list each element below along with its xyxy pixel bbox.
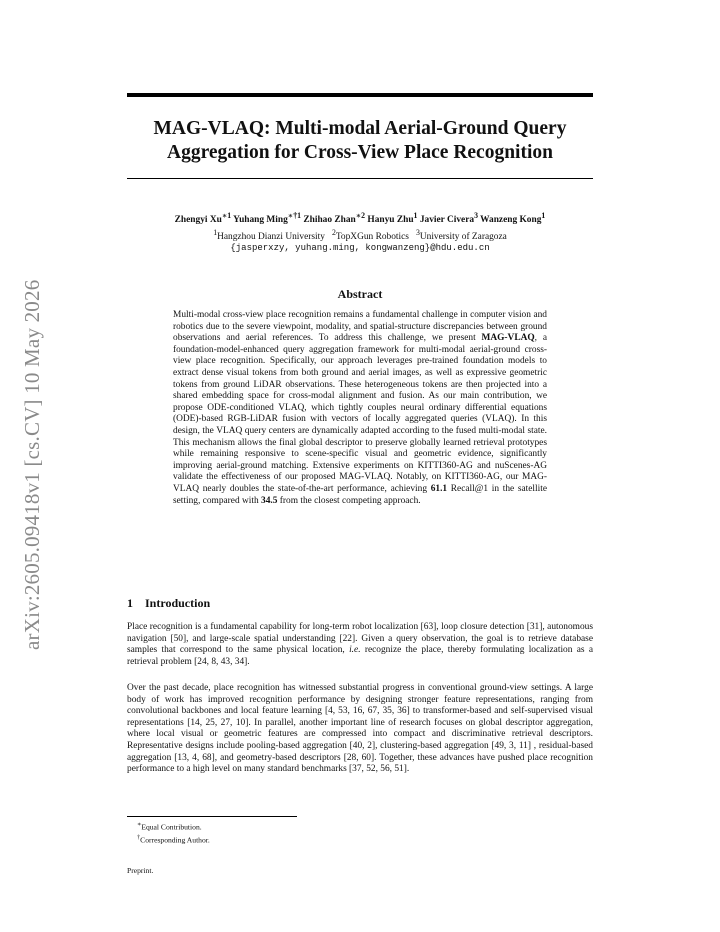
author-name: Javier Civera xyxy=(419,215,475,226)
affiliation: Hangzhou Dianzi University xyxy=(217,231,325,242)
author-name: Zhihao Zhan xyxy=(303,215,356,226)
preprint-label: Preprint. xyxy=(127,866,154,875)
author-name: Hanyu Zhu xyxy=(367,215,414,226)
arxiv-identifier-stamp: arXiv:2605.09418v1 [cs.CV] 10 May 2026 xyxy=(20,279,44,651)
author-name: Wanzeng Kong xyxy=(480,215,542,226)
footnote-text: Corresponding Author. xyxy=(140,835,210,845)
footnote-mark: ∗ xyxy=(137,821,142,828)
abstract-method-name: MAG-VLAQ xyxy=(481,333,535,344)
affiliation: University of Zaragoza xyxy=(419,231,507,242)
author-names xyxy=(110,210,610,227)
abstract-result-value: 61.1 xyxy=(430,483,448,494)
affiliation-mark: 1 xyxy=(213,227,218,237)
abstract-body xyxy=(173,310,547,507)
footnote-mark: † xyxy=(137,833,141,841)
abstract-text: , a foundation-model-enhanced query aggregation framework for multi-modal aerial-ground cross-view place recognition. Specifically, our approach leverages pre-trained foundation models to extract dense visual tokens from both ground and aerial images, as well as expressive geometric tokens from ground LiDAR observations. These heterogeneous tokens are then projected into a shared embedding space for cross-modal alignment and fusion. As our main contribution, we propose ODE-conditioned VLAQ, which tightly couples neural ordinary differential equations (ODE)-based RGB-LiDAR fusion with vectors of locally aggregated queries (VLAQ). In this design, the VLAQ query centers are dynamically adapted according to the fused multi-modal state. This mechanism allows the final global descriptor to preserve globally learned retrieval prototypes while remaining responsive to scene-specific visual and geometric evidence, significantly improving aerial-ground matching. Extensive experiments on KITTI360-AG and nuScenes-AG validate the effectiveness of our proposed MAG-VLAQ. Notably, on KITTI360-AG, our MAG-VLAQ nearly doubles the state-of-the-art performance, achieving xyxy=(173,333,547,494)
author-mark: 1 xyxy=(541,211,546,220)
footnote-rule xyxy=(127,816,297,817)
section-title: Introduction xyxy=(145,596,211,610)
paper-title xyxy=(127,117,593,165)
abstract-heading: Abstract xyxy=(337,287,383,301)
author-mark: 1 xyxy=(413,211,418,220)
intro-paragraph-1 xyxy=(127,622,593,668)
author-mark: ∗2 xyxy=(355,211,366,220)
author-mark: ∗†1 xyxy=(287,211,302,220)
title-bottom-rule xyxy=(127,178,593,179)
footnote xyxy=(137,820,210,833)
author-mark: 3 xyxy=(474,211,478,220)
abstract-baseline-value: 34.5 xyxy=(261,495,278,506)
section-heading-introduction xyxy=(127,596,210,611)
abstract-text: Recall@1 in the satellite setting, compared with xyxy=(173,483,547,506)
affiliation: TopXGun Robotics xyxy=(335,231,409,242)
paragraph-text: Place recognition is a fundamental capability for long-term robot localization [63], loop closure detection [31], autonomous navigation [50], and large-scale spatial understanding [22]. Given a query observation, the goal is to retrieve database samples that correspond to the same physical location, xyxy=(127,622,593,656)
paragraph-italic: i.e. xyxy=(349,645,361,656)
author-name: Zhengyi Xu xyxy=(174,215,222,226)
abstract-text: Multi-modal cross-view place recognition remains a fundamental challenge in computer vision and robotics due to the severe viewpoint, modality, and spatial-structure discrepancies between ground observations and aerial references. To address this challenge, we present xyxy=(173,310,547,344)
footnotes xyxy=(137,820,210,845)
title-top-rule xyxy=(127,93,593,97)
author-name: Yuhang Ming xyxy=(233,215,288,226)
section-number: 1 xyxy=(127,596,133,610)
paragraph-text: recognize the place, thereby formulating localization as a retrieval problem [24, 8, 43, 34]. xyxy=(127,645,593,667)
title-line-1: MAG-VLAQ: Multi-modal Aerial-Ground Query xyxy=(153,118,567,139)
title-line-2: Aggregation for Cross-View Place Recognition xyxy=(167,142,553,163)
affiliations xyxy=(110,227,610,244)
footnote xyxy=(137,833,210,846)
author-block xyxy=(110,210,610,255)
abstract-text: from the closest competing approach. xyxy=(277,495,421,506)
affiliation-mark: 2 xyxy=(331,227,336,237)
author-email: {jasperxzy, yuhang.ming, kongwanzeng}@hdu.edu.cn xyxy=(230,243,490,254)
footnote-text: Equal Contribution. xyxy=(141,822,202,832)
author-mark: ∗1 xyxy=(221,211,232,220)
affiliation-mark: 3 xyxy=(415,227,420,237)
intro-paragraph-2: Over the past decade, place recognition has witnessed substantial progress in conventional ground-view settings. A large body of work has improved recognition performance by designing stronger feature representations, ranging from convolutional backbones and local feature learning [4, 53, 16, 67, 35, 36] to transformer-based and self-supervised visual representations [14, 25, 27, 10]. In parallel, another important line of research focuses on global descriptor aggregation, where local visual or geometric features are compressed into compact and discriminative retrieval descriptors. Representative designs include pooling-based aggregation [40, 2], clustering-based aggregation [49, 3, 11] , residual-based aggregation [13, 4, 68], and geometry-based descriptors [28, 60]. Together, these advances have pushed place recognition performance to a high level on many standard benchmarks [37, 52, 56, 51]. xyxy=(127,683,593,775)
